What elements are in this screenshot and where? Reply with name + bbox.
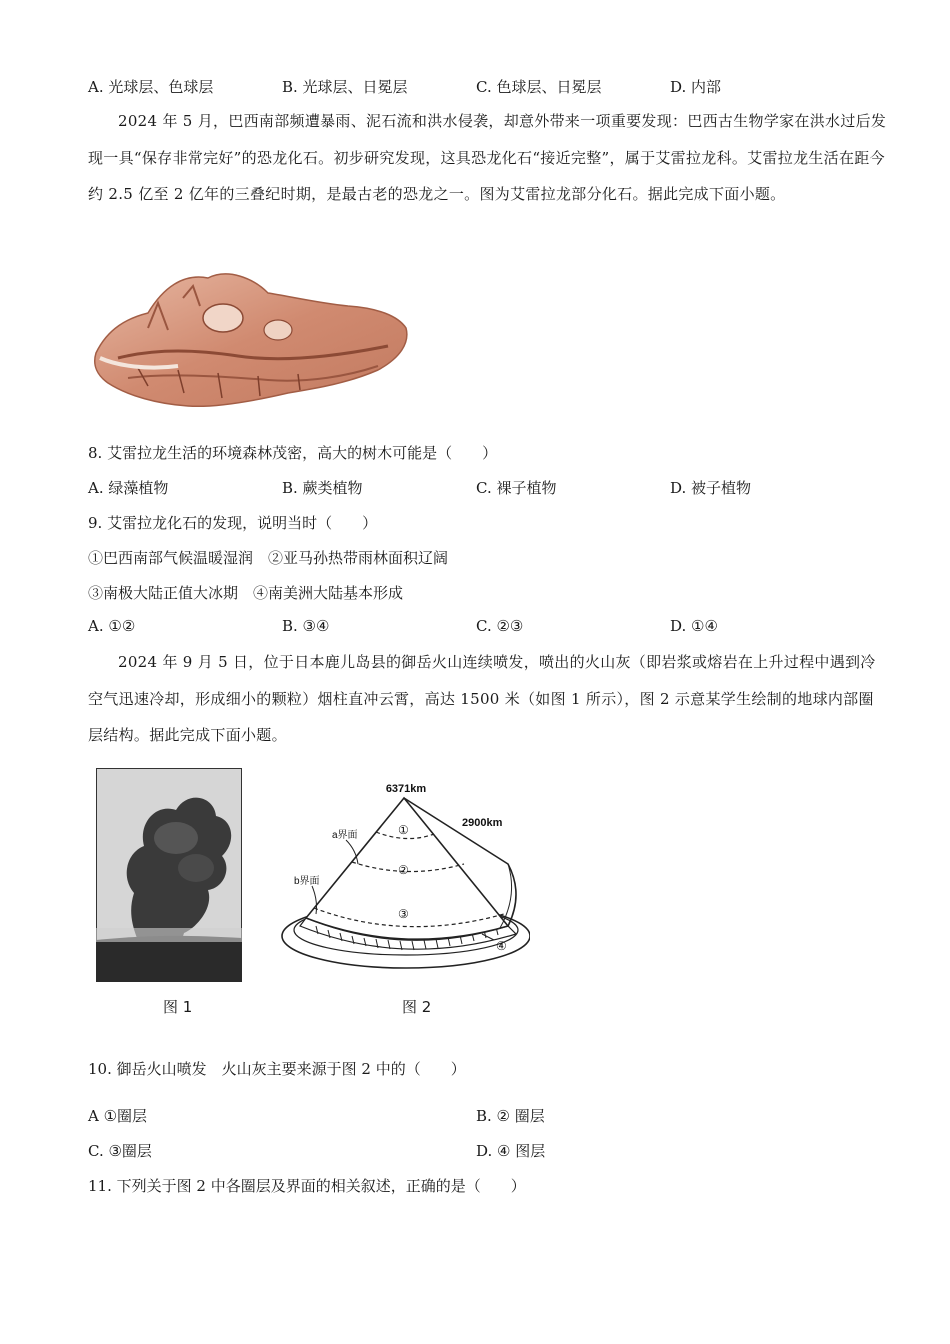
label-layer-4: ④ [496, 939, 507, 953]
label-6371km: 6371km [385, 783, 427, 795]
q8-option-d: D. 被子植物 [670, 479, 752, 497]
label-layer-1: ① [398, 823, 409, 837]
q9-option-d: D. ①④ [670, 617, 718, 635]
q10-option-c: C. ③圈层 [88, 1142, 152, 1160]
q9-statements-1: ①巴西南部气候温暖湿润 ②亚马孙热带雨林面积辽阔 [88, 549, 449, 567]
label-2900km: 2900km [462, 817, 503, 829]
q10-option-a: A ①圈层 [88, 1107, 148, 1125]
passage-dinosaur: 2024 年 5 月，巴西南部频遭暴雨、泥石流和洪水侵袭，却意外带来一项重要发现：巴西古生物学家在洪水过后发现一具“保存非常完好”的恐龙化石。初步研究发现，这具恐龙化石“接近完整”，属于艾雷拉龙科。艾雷拉龙生活在距今约 2.5 亿至 2 亿年的三叠纪时期，是最古老的恐龙之一。图为艾雷拉龙部分化石。据此完成下面小题。 [88, 112, 887, 203]
q10-option-d: D. ④ 图层 [476, 1142, 546, 1160]
q7-option-b: B. 光球层、日冕层 [282, 78, 408, 96]
figure-1-caption: 图 1 [163, 998, 193, 1016]
q11-stem: 11. 下列关于图 2 中各圈层及界面的相关叙述，正确的是（ ） [88, 1177, 526, 1195]
q8-stem: 8. 艾雷拉龙生活的环境森林茂密，高大的树木可能是（ ） [88, 444, 498, 462]
passage-volcano: 2024 年 9 月 5 日，位于日本鹿儿岛县的御岳火山连续喷发，喷出的火山灰（即岩浆或熔岩在上升过程中遇到冷空气迅速冷却，形成细小的颗粒）烟柱直冲云霄，高达 1500 米（如图 1 所示），图 2 示意某学生绘制的地球内部圈层结构。据此完成下面小题。 [88, 653, 876, 744]
label-interface-a: a界面 [332, 830, 358, 841]
q7-option-c: C. 色球层、日冕层 [476, 78, 602, 96]
q8-option-c: C. 裸子植物 [476, 479, 557, 497]
earth-interior-diagram [272, 768, 530, 982]
q10-stem: 10. 御岳火山喷发 火山灰主要来源于图 2 中的（ ） [88, 1060, 466, 1078]
label-layer-3: ③ [398, 907, 409, 921]
q9-statements-2: ③南极大陆正值大冰期 ④南美洲大陆基本形成 [88, 584, 404, 602]
q10-option-b: B. ② 圈层 [476, 1107, 545, 1125]
q9-option-a: A. ①② [88, 617, 136, 635]
label-layer-2: ② [398, 863, 409, 877]
q7-option-d: D. 内部 [670, 78, 722, 96]
volcano-photo [96, 768, 242, 982]
q9-option-c: C. ②③ [476, 617, 524, 635]
q8-option-b: B. 蕨类植物 [282, 479, 363, 497]
q9-stem: 9. 艾雷拉龙化石的发现，说明当时（ ） [88, 514, 378, 532]
figure-2-caption: 图 2 [402, 998, 432, 1016]
q8-option-a: A. 绿藻植物 [88, 479, 169, 497]
q7-option-a: A. 光球层、色球层 [88, 78, 214, 96]
label-interface-b: b界面 [294, 876, 320, 887]
fossil-photo [88, 258, 418, 418]
q9-option-b: B. ③④ [282, 617, 330, 635]
